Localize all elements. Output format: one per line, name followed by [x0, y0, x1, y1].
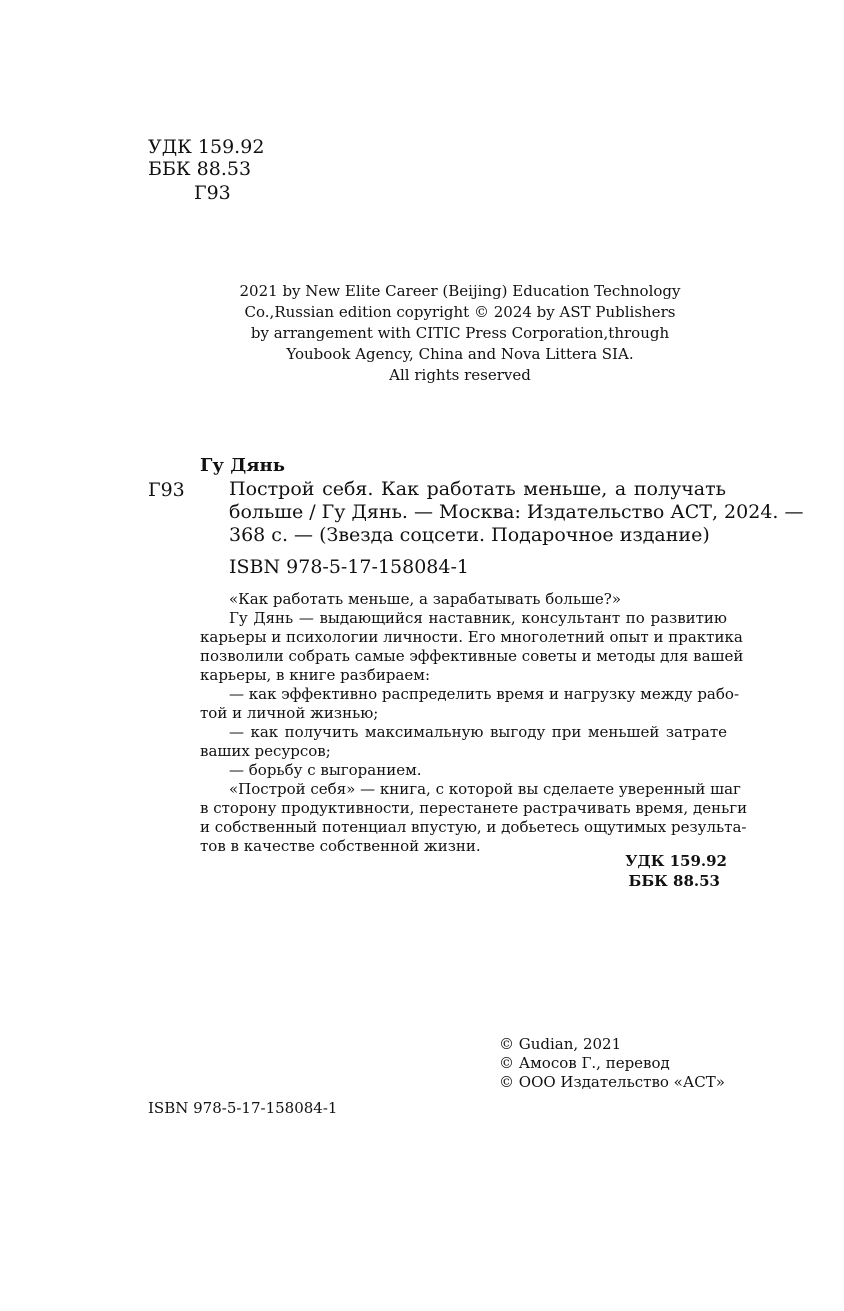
udk-code: УДК 159.92 [148, 136, 265, 158]
bbk-code: ББК 88.53 [148, 158, 252, 180]
annotation-line: карьеры, в книге разбираем: [200, 666, 431, 684]
entry-isbn: ISBN 978-5-17-158084-1 [229, 556, 469, 578]
annotation-line: Гу Дянь — выдающийся наставник, консультант по развитию [229, 609, 727, 627]
copyright-holders [499, 1035, 725, 1092]
annotation-line: — как эффективно распределить время и нагрузку между рабо- [229, 685, 740, 703]
copyright-notice [150, 281, 770, 386]
copyright-holder: © ООО Издательство «АСТ» [499, 1073, 725, 1091]
entry-title-line: больше / Гу Дянь. — Москва: Издательство АСТ, 2024. — [229, 501, 804, 523]
copyright-line: Co.,Russian edition copyright © 2024 by AST Publishers [244, 303, 676, 321]
annotation-line: позволили собрать самые эффективные советы и методы для вашей [200, 647, 744, 665]
entry-title-line: 368 с. — (Звезда соцсети. Подарочное издание) [229, 524, 710, 546]
copyright-line: by arrangement with CITIC Press Corporation,through [250, 324, 670, 342]
copyright-line: 2021 by New Elite Career (Beijing) Education Technology [239, 282, 681, 300]
udk-code-bold: УДК 159.92 [625, 852, 727, 870]
annotation-line: тов в качестве собственной жизни. [200, 837, 481, 855]
annotation-line: той и личной жизнью; [200, 704, 379, 722]
entry-title-line: Построй себя. Как работать меньше, а получать [229, 478, 726, 500]
entry-author: Гу Дянь [200, 455, 285, 476]
annotation-line: «Как работать меньше, а зарабатывать больше?» [229, 590, 622, 608]
annotation-line: «Построй себя» — книга, с которой вы сделаете уверенный шаг [229, 780, 741, 798]
isbn-bottom: ISBN 978-5-17-158084-1 [148, 1099, 338, 1117]
annotation [200, 590, 748, 856]
bbk-code-bold: ББК 88.53 [628, 872, 720, 890]
annotation-line: — как получить максимальную выгоду при меньшей затрате [229, 723, 727, 741]
copyright-holder: © Амосов Г., перевод [499, 1054, 670, 1072]
annotation-line: карьеры и психологии личности. Его многолетний опыт и практика [200, 628, 743, 646]
copyright-holder: © Gudian, 2021 [499, 1035, 622, 1053]
annotation-line: ваших ресурсов; [200, 742, 331, 760]
entry-title [229, 478, 804, 547]
classification-bold [560, 851, 727, 891]
entry-code: Г93 [148, 479, 185, 501]
annotation-line: в сторону продуктивности, перестанете растрачивать время, деньги [200, 799, 748, 817]
annotation-line: и собственный потенциал впустую, и добьетесь ощутимых результа- [200, 818, 747, 836]
annotation-line: — борьбу с выгоранием. [229, 761, 422, 779]
copyright-line: Youbook Agency, China and Nova Littera SIA. [286, 345, 634, 363]
copyright-line: All rights reserved [389, 366, 531, 384]
author-sign: Г93 [194, 182, 231, 204]
